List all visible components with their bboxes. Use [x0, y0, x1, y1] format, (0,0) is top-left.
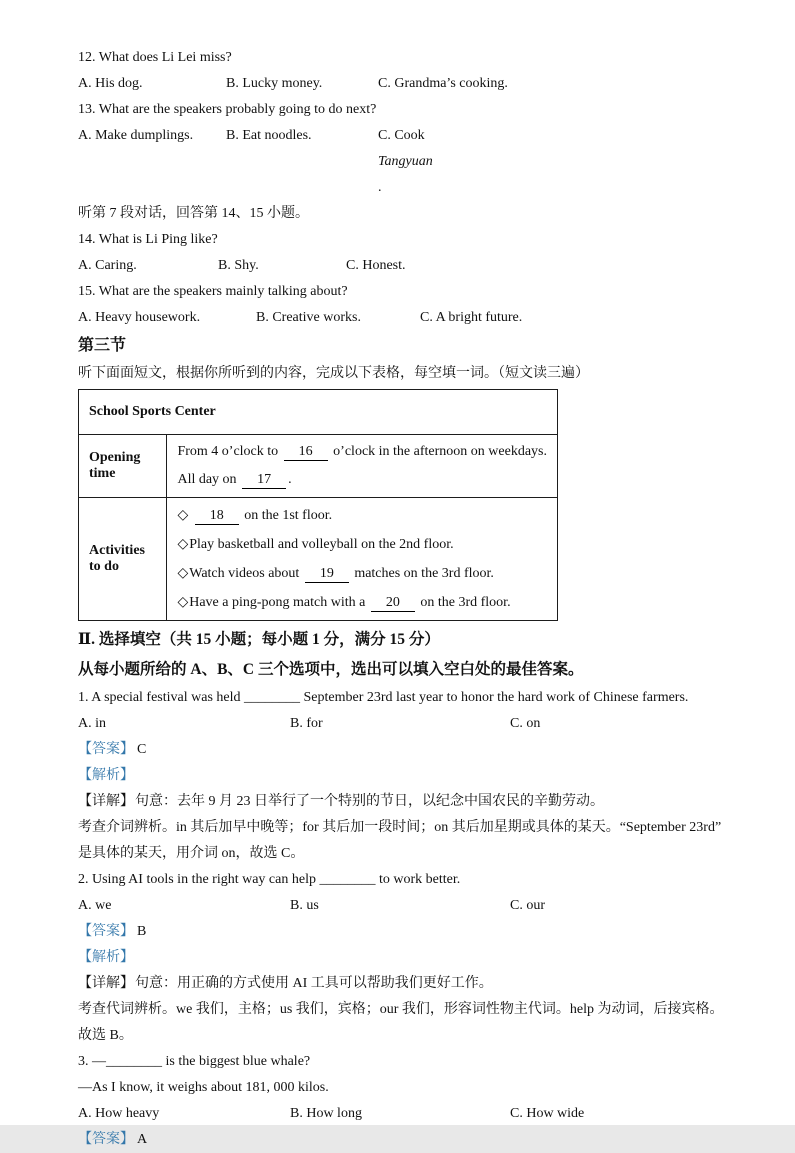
opening-line-1: [177, 438, 547, 466]
answer-value-q1: C: [137, 742, 147, 757]
option-14b: B. Shy.: [218, 258, 259, 273]
blank-18: 18: [195, 507, 239, 525]
opening-time-label-cell: Opening time: [79, 435, 167, 498]
activity-3-post: matches on the 3rd floor.: [354, 566, 494, 581]
blank-16: 16: [284, 443, 328, 461]
option-13c: [378, 123, 433, 201]
analysis-line-q1: [78, 763, 747, 789]
section-2-heading: Ⅱ. 选择填空（共 15 小题；每小题 1 分，满分 15 分）: [78, 631, 440, 648]
diamond-bullet-icon: ◇: [177, 537, 189, 552]
detail-text-q2: 句意：用正确的方式使用 AI 工具可以帮助我们更好工作。: [135, 976, 493, 991]
note-line-1-q2: 考查代词辨析。we 我们，主格；us 我们，宾格；our 我们，形容词性物主代词。help 为动词，后接宾格。: [78, 1002, 724, 1017]
option-1a: A. in: [78, 716, 106, 731]
options-15: [78, 305, 747, 331]
section-3-title: 第三节: [78, 337, 127, 354]
table-title-cell: School Sports Center: [79, 390, 558, 435]
option-12a: A. His dog.: [78, 76, 143, 91]
dialog-7-note: 听第 7 段对话，回答第 14、15 小题。: [78, 206, 309, 221]
answer-line-q2: [78, 919, 747, 945]
options-2: [78, 893, 747, 919]
activities-row: [79, 498, 558, 621]
answer-label: 【答案】: [78, 742, 134, 757]
question-13: 13. What are the speakers probably going to do next?: [78, 102, 377, 117]
option-2c: C. our: [510, 898, 545, 913]
activity-item-2: [177, 530, 547, 559]
answer-value-q3: A: [137, 1132, 148, 1147]
option-13c-suffix: .: [378, 180, 382, 195]
question-3-line-1: 3. —________ is the biggest blue whale?: [78, 1054, 311, 1069]
detail-line-q2: [78, 971, 747, 997]
option-14c: C. Honest.: [346, 258, 406, 273]
option-14a: A. Caring.: [78, 258, 137, 273]
analysis-label: 【解析】: [78, 950, 134, 965]
opening-line-2-pre: All day on: [177, 472, 237, 487]
blank-19: 19: [305, 565, 349, 583]
diamond-bullet-icon: ◇: [177, 566, 189, 581]
activities-label-cell: Activities to do: [79, 498, 167, 621]
activity-2-text: Play basketball and volleyball on the 2nd floor.: [189, 537, 454, 552]
analysis-label: 【解析】: [78, 768, 134, 783]
options-13: [78, 123, 747, 201]
activity-1-text: on the 1st floor.: [244, 508, 333, 523]
section-2-instruction: 从每小题所给的 A、B、C 三个选项中，选出可以填入空白处的最佳答案。: [78, 661, 584, 678]
opening-line-2: [177, 466, 547, 494]
question-12: 12. What does Li Lei miss?: [78, 50, 232, 65]
answer-line-q3: [78, 1127, 747, 1153]
option-2b: B. us: [290, 898, 319, 913]
note-line-2-q2: 故选 B。: [78, 1028, 133, 1043]
opening-time-row: [79, 435, 558, 498]
blank-20: 20: [371, 594, 415, 612]
activity-item-1: [177, 501, 547, 530]
opening-line-2-post: .: [288, 472, 292, 487]
detail-label: 【详解】: [78, 794, 134, 809]
diamond-bullet-icon: ◇: [177, 595, 189, 610]
options-1: [78, 711, 747, 737]
option-13c-italic-word: Tangyuan: [378, 154, 433, 169]
table-header-row: [79, 390, 558, 435]
opening-line-1-pre: From 4 o’clock to: [177, 444, 279, 459]
question-15: 15. What are the speakers mainly talking about?: [78, 284, 348, 299]
activities-content-cell: [167, 498, 558, 621]
analysis-line-q2: [78, 945, 747, 971]
option-13c-prefix: C. Cook: [378, 128, 425, 143]
detail-line-q1: [78, 789, 747, 815]
note-line-2-q1: 是具体的某天，用介词 on，故选 C。: [78, 846, 305, 861]
option-1b: B. for: [290, 716, 323, 731]
option-2a: A. we: [78, 898, 112, 913]
question-1: 1. A special festival was held ________ September 23rd last year to honor the hard work of Chinese farmers.: [78, 690, 689, 705]
option-1c: C. on: [510, 716, 541, 731]
activity-3-pre: Watch videos about: [189, 566, 300, 581]
activity-item-3: [177, 559, 547, 588]
option-3c: C. How wide: [510, 1106, 585, 1121]
section-3-instruction: 听下面面短文，根据你所听到的内容，完成以下表格，每空填一词。（短文读三遍）: [78, 366, 589, 381]
options-3: [78, 1101, 747, 1127]
activity-4-pre: Have a ping-pong match with a: [189, 595, 366, 610]
answer-line-q1: [78, 737, 747, 763]
note-line-1-q1: 考查介词辨析。in 其后加早中晚等；for 其后加一段时间；on 其后加星期或具体的某天。“September 23rd”: [78, 820, 722, 835]
opening-time-content-cell: [167, 435, 558, 498]
option-3b: B. How long: [290, 1106, 362, 1121]
options-14: [78, 253, 747, 279]
option-12c: C. Grandma’s cooking.: [378, 76, 508, 91]
option-13a: A. Make dumplings.: [78, 128, 194, 143]
activity-item-4: [177, 588, 547, 617]
sports-center-table: [78, 389, 558, 621]
answer-value-q2: B: [137, 924, 147, 939]
option-12b: B. Lucky money.: [226, 76, 323, 91]
option-15b: B. Creative works.: [256, 310, 361, 325]
opening-line-1-post: o’clock in the afternoon on weekdays.: [333, 444, 547, 459]
option-15a: A. Heavy housework.: [78, 310, 201, 325]
activity-4-post: on the 3rd floor.: [420, 595, 511, 610]
answer-label: 【答案】: [78, 1132, 134, 1147]
answer-label: 【答案】: [78, 924, 134, 939]
option-15c: C. A bright future.: [420, 310, 523, 325]
options-12: [78, 71, 747, 97]
blank-17: 17: [242, 471, 286, 489]
option-13b: B. Eat noodles.: [226, 128, 312, 143]
option-3a: A. How heavy: [78, 1106, 160, 1121]
detail-text-q1: 句意：去年 9 月 23 日举行了一个特别的节日，以纪念中国农民的辛勤劳动。: [135, 794, 604, 809]
question-2: 2. Using AI tools in the right way can help ________ to work better.: [78, 872, 461, 887]
detail-label: 【详解】: [78, 976, 134, 991]
diamond-bullet-icon: ◇: [177, 508, 189, 523]
question-14: 14. What is Li Ping like?: [78, 232, 218, 247]
question-3-line-2: —As I know, it weighs about 181, 000 kilos.: [78, 1080, 329, 1095]
